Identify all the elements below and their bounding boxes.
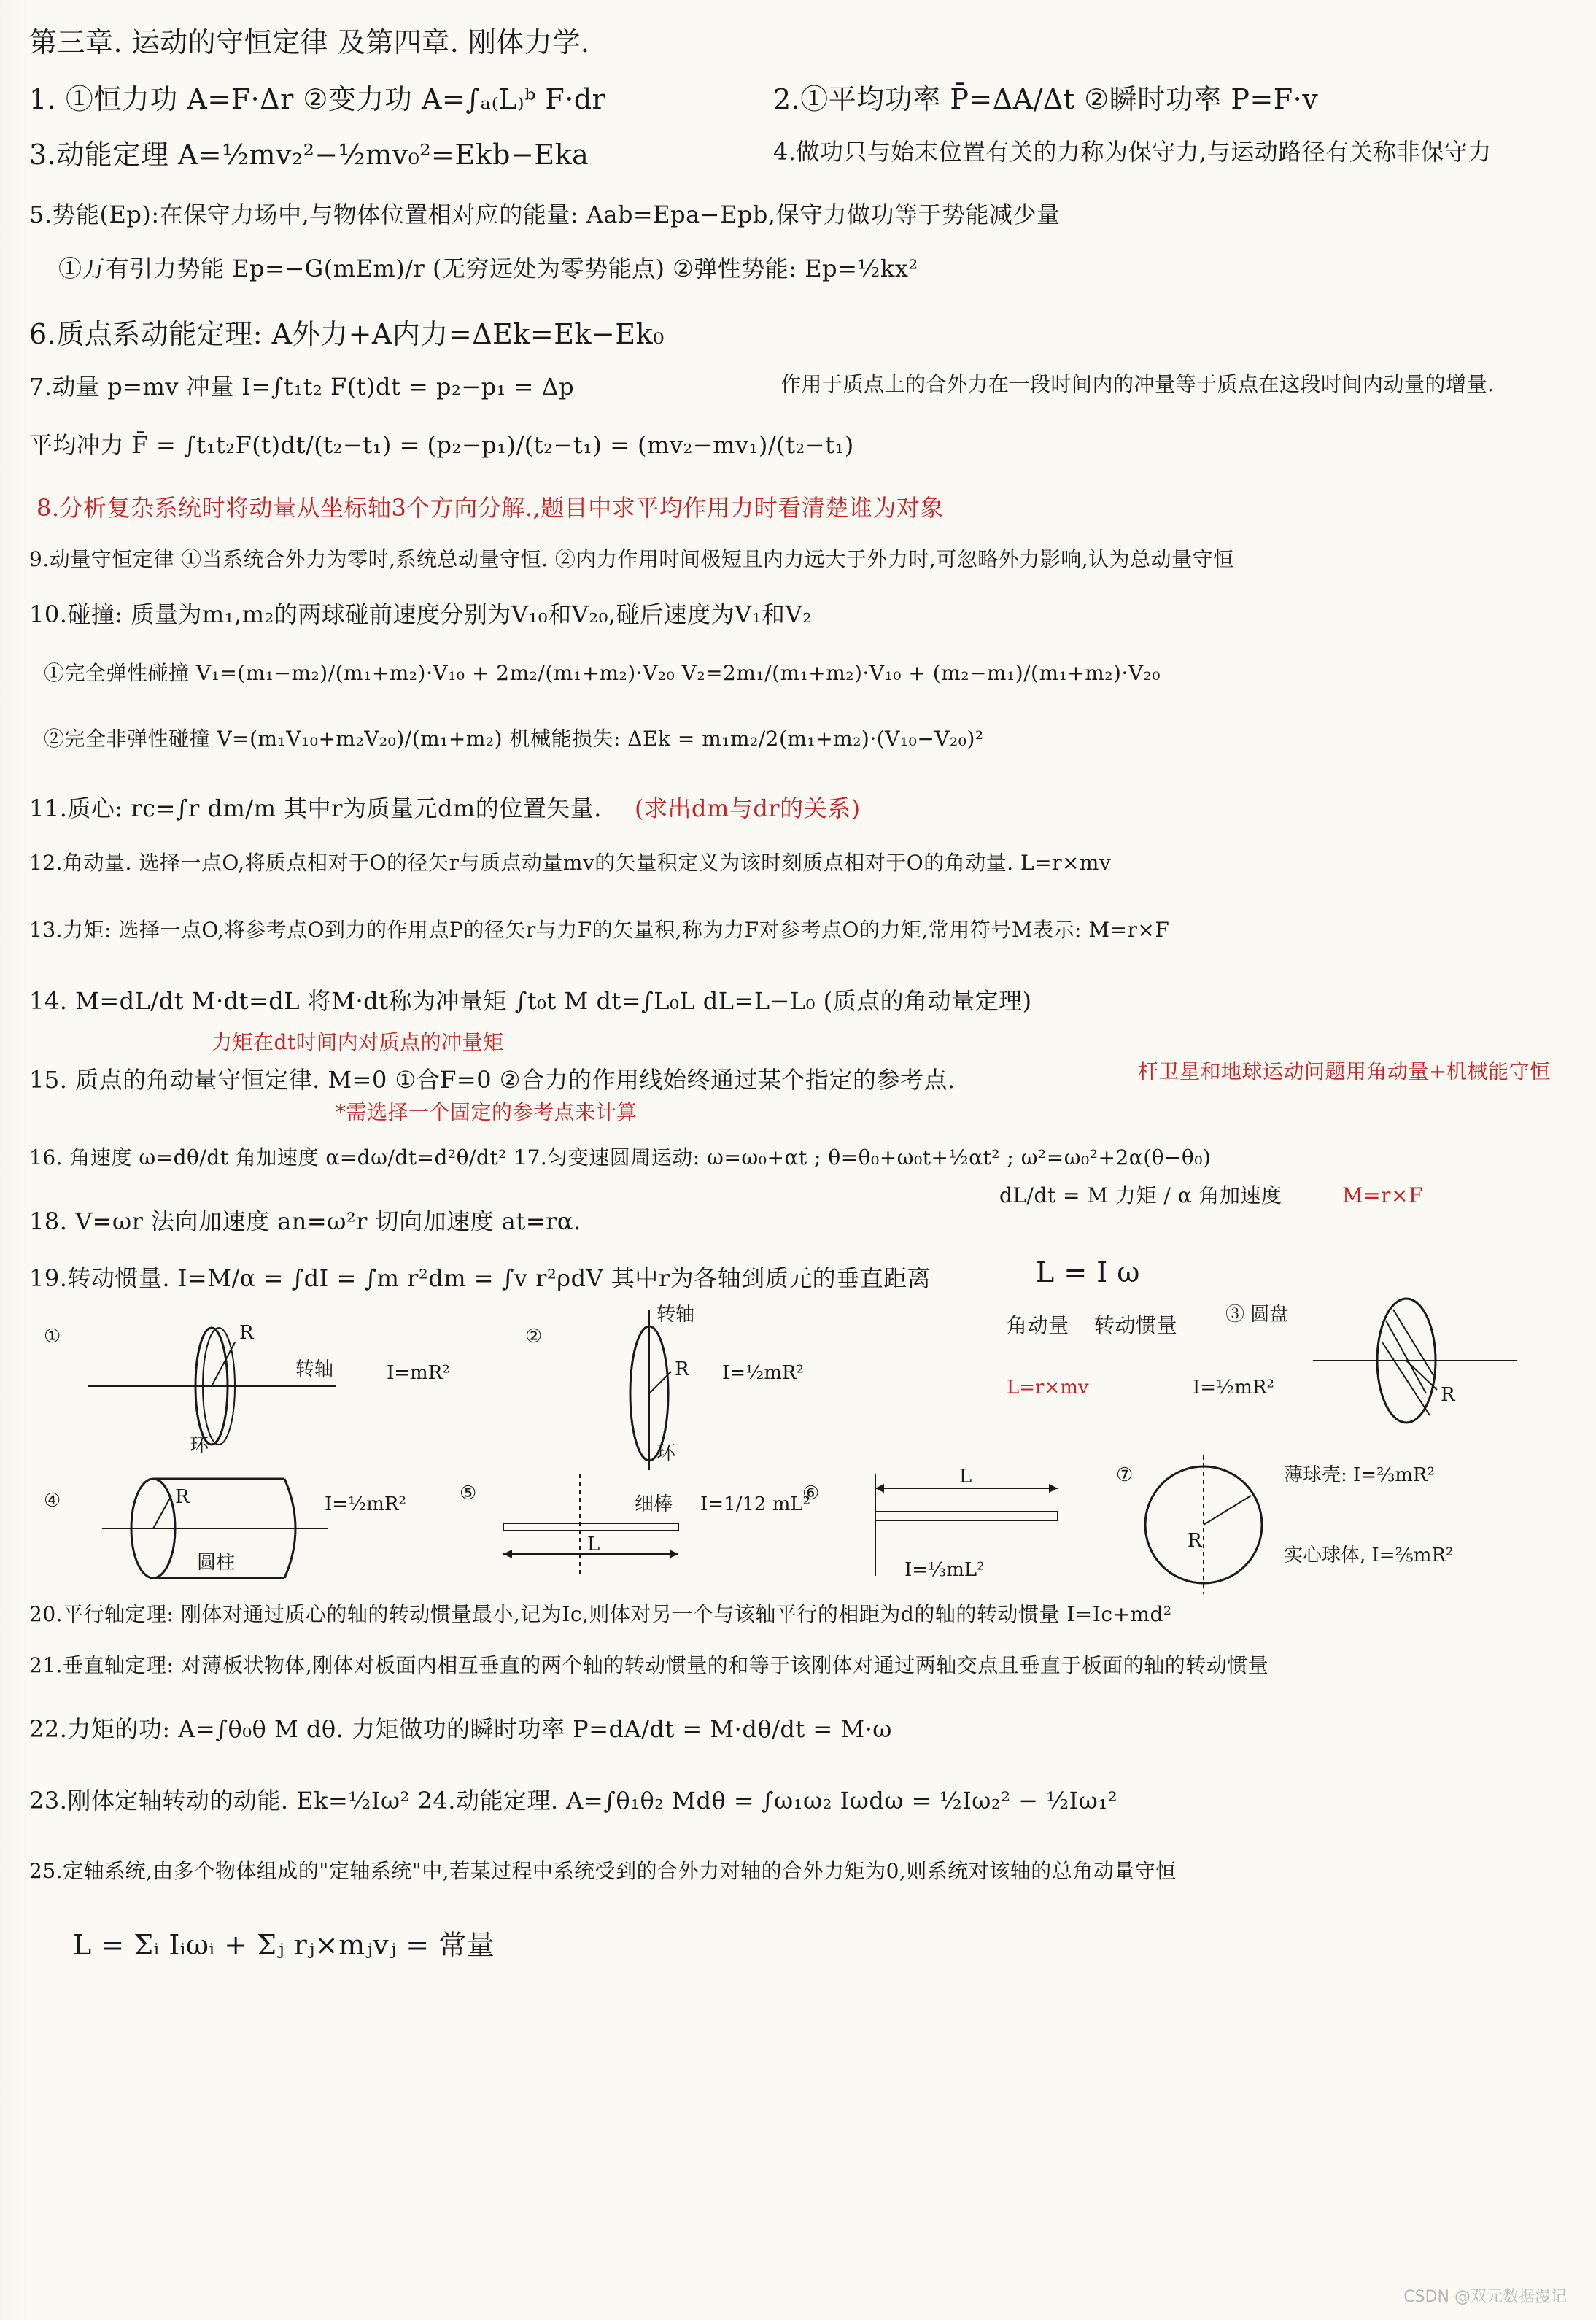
note-line-19-side-a: 角动量 — [1007, 1313, 1069, 1337]
figure-2-formula: I=½mR² — [722, 1362, 804, 1384]
figure-2-radius: R — [675, 1358, 689, 1380]
note-line-7b: 平均冲力 F̄ = ∫t₁t₂F(t)dt/(t₂−t₁) = (p₂−p₁)/(t₂−t₁) = (mv₂−mv₁)/(t₂−t₁) — [29, 431, 854, 459]
note-line-3: 3.动能定理 A=½mv₂²−½mv₀²=Ekb−Eka — [29, 139, 589, 171]
note-line-15-red: 杆卫星和地球运动问题用角动量+机械能守恒 — [1138, 1059, 1551, 1083]
figure-3-radius: R — [1441, 1384, 1455, 1406]
figure-7-shell: 薄球壳: I=⅔mR² — [1284, 1464, 1435, 1486]
page-title: 第三章. 运动的守恒定律 及第四章. 刚体力学. — [29, 26, 590, 58]
note-line-12: 12.角动量. 选择一点O,将质点相对于O的径矢r与质点动量mv的矢量积定义为该时刻质点相对于O的角动量. L=r×mv — [29, 851, 1112, 875]
figure-6-length: L — [959, 1466, 972, 1488]
note-line-16: 16. 角速度 ω=dθ/dt 角加速度 α=dω/dt=d²θ/dt² 17.匀变速圆周运动: ω=ω₀+αt ; θ=θ₀+ω₀t+½αt² ; ω²=ω₀²+2α(θ−θ₀) — [29, 1145, 1212, 1169]
thin-rod-end-figure — [802, 1466, 1109, 1598]
figure-6-formula: I=⅓mL² — [904, 1559, 985, 1581]
figure-2-ring: 环 — [656, 1442, 676, 1464]
note-line-22: 22.力矩的功: A=∫θ₀θ M dθ. 力矩做功的瞬时功率 P=dA/dt = M·dθ/dt = M·ω — [29, 1715, 892, 1743]
note-line-7-right: 作用于质点上的合外力在一段时间内的冲量等于质点在这段时间内动量的增量. — [780, 372, 1495, 396]
note-line-4: 4.做功只与始末位置有关的力称为保守力,与运动路径有关称非保守力 — [773, 138, 1492, 166]
figure-4-formula: I=½mR² — [325, 1493, 406, 1515]
note-line-25b: L = Σᵢ Iᵢωᵢ + Σⱼ rⱼ×mⱼvⱼ = 常量 — [73, 1929, 495, 1961]
note-line-18-red: M=r×F — [1342, 1183, 1423, 1207]
note-line-25: 25.定轴系统,由多个物体组成的"定轴系统"中,若某过程中系统受到的合外力对轴的合外力矩为0,则系统对该轴的总角动量守恒 — [29, 1859, 1177, 1883]
note-line-10: 10.碰撞: 质量为m₁,m₂的两球碰前速度分别为V₁₀和V₂₀,碰后速度为V₁和V₂ — [29, 600, 813, 628]
figure-1-ring: 环 — [190, 1435, 209, 1457]
note-line-15-red2: *需选择一个固定的参考点来计算 — [336, 1100, 638, 1124]
note-line-20: 20.平行轴定理: 刚体对通过质心的轴的转动惯量最小,记为Ic,则体对另一个与该轴平行的相距为d的轴的转动惯量 I=Ic+md² — [29, 1602, 1172, 1626]
note-line-5b: ①万有引力势能 Ep=−G(mEm)/r (无穷远处为零势能点) ②弹性势能: Ep=½kx² — [58, 255, 918, 282]
note-line-14: 14. M=dL/dt M·dt=dL 将M·dt称为冲量矩 ∫t₀t M dt=∫L₀L dL=L−L₀ (质点的角动量定理) — [29, 987, 1032, 1015]
note-line-10b: ②完全非弹性碰撞 V=(m₁V₁₀+m₂V₂₀)/(m₁+m₂) 机械能损失: ΔEk = m₁m₂/2(m₁+m₂)·(V₁₀−V₂₀)² — [44, 727, 984, 751]
note-line-23: 23.刚体定轴转动的动能. Ek=½Iω² 24.动能定理. A=∫θ₁θ₂ Mdθ = ∫ω₁ω₂ Iωdω = ½Iω₂² − ½Iω₁² — [29, 1787, 1118, 1814]
figure-7-radius: R — [1188, 1530, 1202, 1552]
note-line-11-red: (求出dm与dr的关系) — [635, 794, 861, 822]
figure-7-label: ⑦ — [1116, 1464, 1134, 1486]
figure-1-axis: 转轴 — [295, 1358, 334, 1380]
cylinder-figure — [44, 1466, 481, 1590]
note-line-1: 1. ①恒力功 A=F·Δr ②变力功 A=∫ₐ₍L₎ᵇ F·dr — [29, 83, 606, 115]
note-line-14-red: 力矩在dt时间内对质点的冲量矩 — [212, 1030, 504, 1054]
figure-2-axis: 转轴 — [656, 1304, 695, 1326]
figure-2-label: ② — [525, 1326, 543, 1347]
note-line-7: 7.动量 p=mv 冲量 I=∫t₁t₂ F(t)dt = p₂−p₁ = Δp — [29, 373, 575, 401]
note-line-6: 6.质点系动能定理: A外力+A内力=ΔEk=Ek−Ek₀ — [29, 318, 665, 350]
figure-3-red-note: L=r×mv — [1007, 1377, 1089, 1399]
note-line-21: 21.垂直轴定理: 对薄板状物体,刚体对板面内相互垂直的两个轴的转动惯量的和等于该刚体对通过两轴交点且垂直于板面的轴的转动惯量 — [29, 1653, 1269, 1677]
note-line-18: 18. V=ωr 法向加速度 an=ω²r 切向加速度 at=rα. — [29, 1207, 581, 1235]
note-line-5: 5.势能(Ep):在保守力场中,与物体位置相对应的能量: Aab=Epa−Epb,保守力做功等于势能减少量 — [29, 201, 1061, 228]
ring-diameter-figure — [525, 1306, 904, 1474]
watermark: CSDN @双元数据漫记 — [1403, 2288, 1567, 2306]
note-line-18-side: dL/dt = M 力矩 / α 角加速度 — [999, 1183, 1282, 1207]
figure-7-solid: 实心球体, I=⅖mR² — [1284, 1544, 1454, 1566]
figure-1-formula: I=mR² — [387, 1362, 450, 1384]
note-line-19-side-b: 转动惯量 — [1094, 1313, 1178, 1337]
note-line-10a: ①完全弹性碰撞 V₁=(m₁−m₂)/(m₁+m₂)·V₁₀ + 2m₂/(m₁+m₂)·V₂₀ V₂=2m₁/(m₁+m₂)·V₁₀ + (m₂−m₁)/(m₁+m₂)·V₂₀ — [44, 661, 1161, 685]
figure-6-label: ⑥ — [802, 1482, 820, 1504]
note-line-15: 15. 质点的角动量守恒定律. M=0 ①合F=0 ②合力的作用线始终通过某个指定的参考点. — [29, 1066, 956, 1094]
note-line-19: 19.转动惯量. I=M/α = ∫dI = ∫m r²dm = ∫v r²ρdV 其中r为各轴到质元的垂直距离 — [29, 1264, 931, 1292]
figure-3-formula: I=½mR² — [1193, 1377, 1274, 1399]
figure-3-label: ③ 圆盘 — [1225, 1304, 1289, 1326]
thin-rod-center-figure — [460, 1466, 824, 1590]
figure-5-formula: I=1/12 mL² — [700, 1493, 811, 1515]
figure-4-radius: R — [175, 1486, 190, 1508]
sphere-figure — [1116, 1452, 1583, 1598]
figure-1-label: ① — [44, 1326, 61, 1347]
figure-4-label: ④ — [44, 1490, 61, 1512]
figure-1-radius: R — [239, 1322, 254, 1344]
figure-4-name: 圆柱 — [197, 1552, 236, 1574]
figure-5-length: L — [587, 1534, 600, 1555]
note-line-2: 2.①平均功率 P̄=ΔA/Δt ②瞬时功率 P=F·v — [773, 83, 1319, 115]
ring-axis-figure — [44, 1306, 496, 1457]
note-line-19-side: L = I ω — [1036, 1256, 1140, 1288]
figure-5-name: 细棒 — [635, 1493, 673, 1515]
figure-5-label: ⑤ — [460, 1482, 477, 1504]
note-line-8: 8.分析复杂系统时将动量从坐标轴3个方向分解.,题目中求平均作用力时看清楚谁为对象 — [36, 494, 944, 522]
note-line-13: 13.力矩: 选择一点O,将参考点O到力的作用点P的径矢r与力F的矢量积,称为力F对参考点O的力矩,常用符号M表示: M=r×F — [29, 918, 1170, 942]
note-line-9: 9.动量守恒定律 ①当系统合外力为零时,系统总动量守恒. ②内力作用时间极短且内力远大于外力时,可忽略外力影响,认为总动量守恒 — [29, 547, 1234, 571]
note-line-11: 11.质心: rc=∫r dm/m 其中r为质量元dm的位置矢量. — [29, 794, 602, 822]
